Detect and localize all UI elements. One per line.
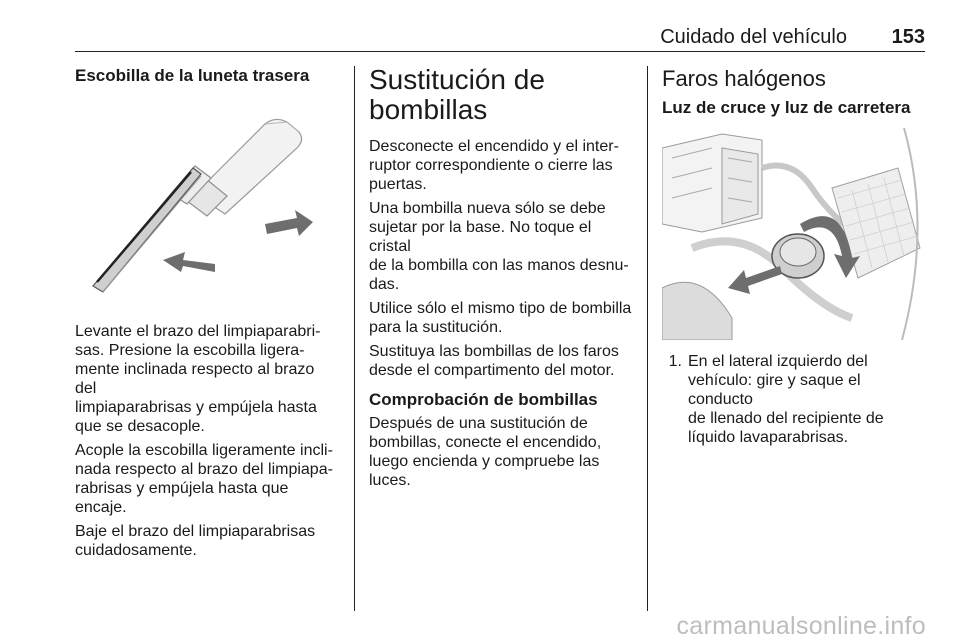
- paragraph: Baje el brazo del limpiaparabrisas cuidadosamente.: [75, 523, 316, 559]
- column-3: [662, 60, 926, 447]
- paragraph: Levante el brazo del limpiaparabri- sas. Presione la escobilla ligera- mente inclinada respecto al brazo del limpiaparabrisas y empújela hasta que se desacople.: [75, 323, 321, 435]
- paragraph: Acople la escobilla ligeramente incli- nada respecto al brazo del limpiapa- rabrisas y empújela hasta que encaje.: [75, 442, 333, 516]
- paragraph: Utilice sólo el mismo tipo de bombilla para la sustitución.: [369, 300, 632, 336]
- step-number: 1.: [668, 353, 682, 370]
- page-number: 153: [891, 26, 925, 48]
- subheading-low-high-beam: Luz de cruce y luz de carretera: [662, 98, 911, 117]
- engine-bay-illustration: [662, 128, 926, 340]
- section-title: Cuidado del vehículo: [660, 26, 847, 48]
- section-title-halogen: Faros halógenos: [662, 66, 826, 91]
- column-divider-2: [647, 66, 648, 611]
- rear-wiper-illustration: [75, 96, 339, 308]
- paragraph: Sustituya las bombillas de los faros desde el compartimento del motor.: [369, 343, 619, 379]
- section-heading-rear-wiper: Escobilla de la luneta trasera: [75, 66, 310, 85]
- column-divider-1: [354, 66, 355, 611]
- subheading-bulb-check: Comprobación de bombillas: [369, 390, 598, 409]
- paragraph: Una bombilla nueva sólo se debe sujetar por la base. No toque el cristal de la bombilla con las manos desnu- das.: [369, 200, 629, 293]
- header-rule: [75, 51, 925, 52]
- instruction-list: [662, 352, 926, 447]
- section-title-bulbs: Sustitución de bombillas: [369, 64, 545, 125]
- column-2: [369, 60, 635, 495]
- page-header: [75, 22, 925, 48]
- step-text: En el lateral izquierdo del vehículo: gire y saque el conducto de llenado del recipiente de líquido lavaparabrisas.: [688, 353, 884, 446]
- paragraph: Desconecte el encendido y el inter- ruptor correspondiente o cierre las puertas.: [369, 138, 619, 193]
- paragraph: Después de una sustitución de bombillas, conecte el encendido, luego encienda y compruebe las luces.: [369, 415, 602, 489]
- list-item: [662, 352, 926, 447]
- watermark: carmanualsonline.info: [676, 612, 926, 640]
- column-1: [75, 60, 339, 565]
